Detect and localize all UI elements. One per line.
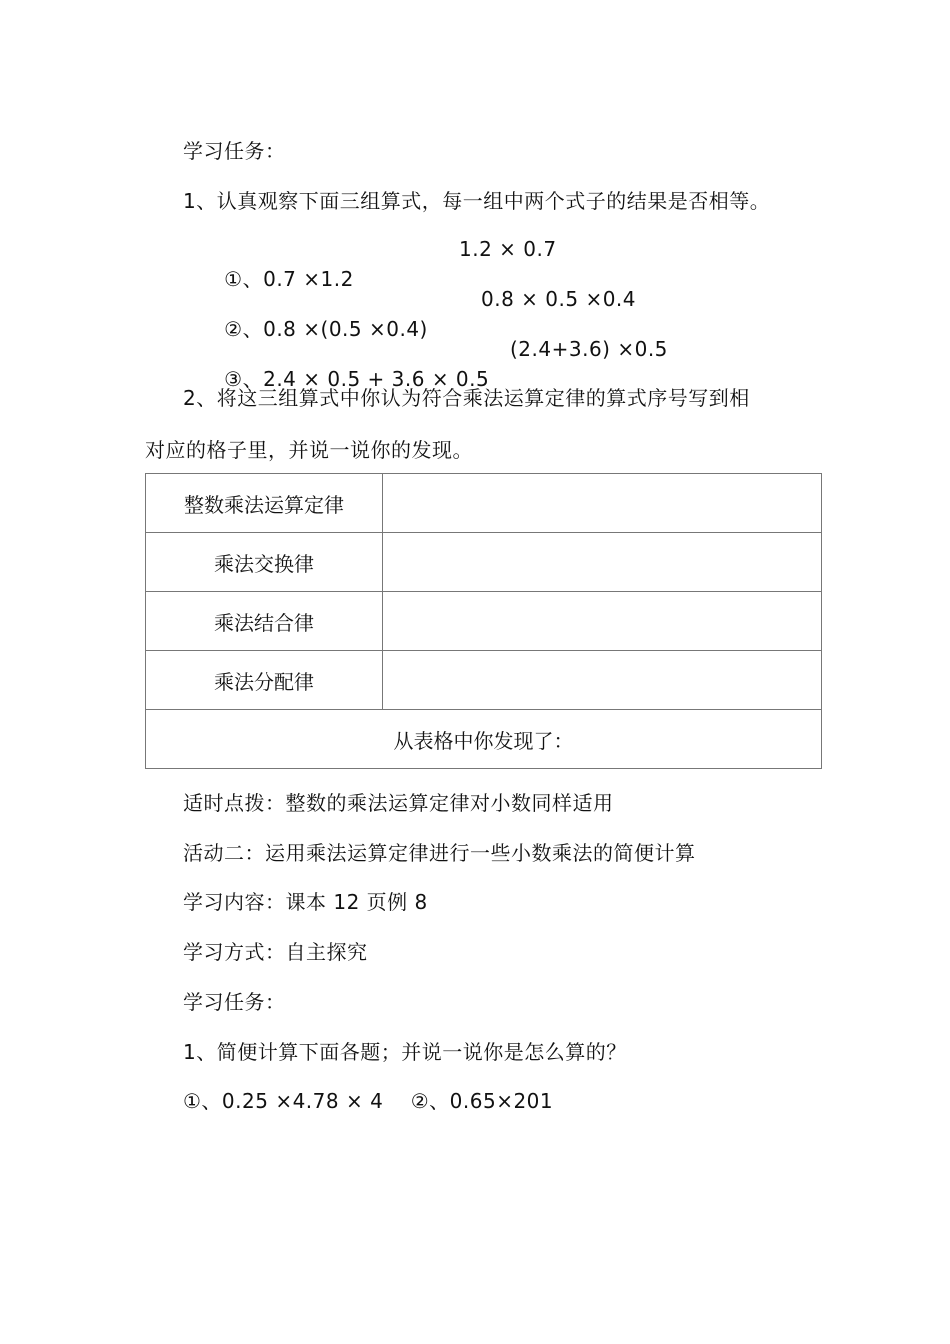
table-footer-row <box>146 710 822 769</box>
activity-heading: 活动二：运用乘法运算定律进行一些小数乘法的简便计算 <box>183 841 696 865</box>
group-1-left: ①、0.7 ×1.2 <box>224 267 354 291</box>
answer-cell[interactable] <box>383 474 822 533</box>
row-label: 乘法交换律 <box>146 533 383 592</box>
task-1-simplify-instruction: 1、简便计算下面各题；并说一说你是怎么算的？ <box>183 1040 627 1064</box>
answer-cell[interactable] <box>383 651 822 710</box>
findings-cell[interactable]: 从表格中你发现了： <box>146 710 822 769</box>
expression-group-2 <box>183 284 743 341</box>
table-row <box>146 474 822 533</box>
learning-method: 学习方式：自主探究 <box>183 940 368 964</box>
table-row <box>146 592 822 651</box>
task-2-instruction-line-2: 对应的格子里，并说一说你的发现。 <box>145 438 473 462</box>
task-heading: 学习任务： <box>183 139 286 163</box>
row-label: 乘法分配律 <box>146 651 383 710</box>
group-2-right: 0.8 × 0.5 ×0.4 <box>481 287 637 311</box>
learning-content: 学习内容：课本 12 页例 8 <box>183 890 428 914</box>
group-3-left: ③、2.4 × 0.5 + 3.6 × 0.5 <box>224 367 490 391</box>
row-label: 乘法结合律 <box>146 592 383 651</box>
task-2-instruction-line-1: 2、将这三组算式中你认为符合乘法运算定律的算式序号写到相 <box>183 386 750 410</box>
practice-problems: ①、0.25 ×4.78 × 4 ②、0.65×201 <box>183 1089 554 1113</box>
answer-cell[interactable] <box>383 533 822 592</box>
hint-text: 适时点拨：整数的乘法运算定律对小数同样适用 <box>183 791 614 815</box>
row-label: 整数乘法运算定律 <box>146 474 383 533</box>
answer-cell[interactable] <box>383 592 822 651</box>
table-row <box>146 651 822 710</box>
group-2-left: ②、0.8 ×(0.5 ×0.4) <box>224 317 428 341</box>
task-heading-2: 学习任务： <box>183 990 286 1014</box>
task-1-instruction: 1、认真观察下面三组算式，每一组中两个式子的结果是否相等。 <box>183 189 771 213</box>
expression-group-3 <box>183 334 743 391</box>
expression-group-1 <box>183 234 743 291</box>
table-row <box>146 533 822 592</box>
multiplication-rules-table <box>145 473 822 769</box>
group-3-right: (2.4+3.6) ×0.5 <box>510 337 668 361</box>
group-1-right: 1.2 × 0.7 <box>459 237 557 261</box>
